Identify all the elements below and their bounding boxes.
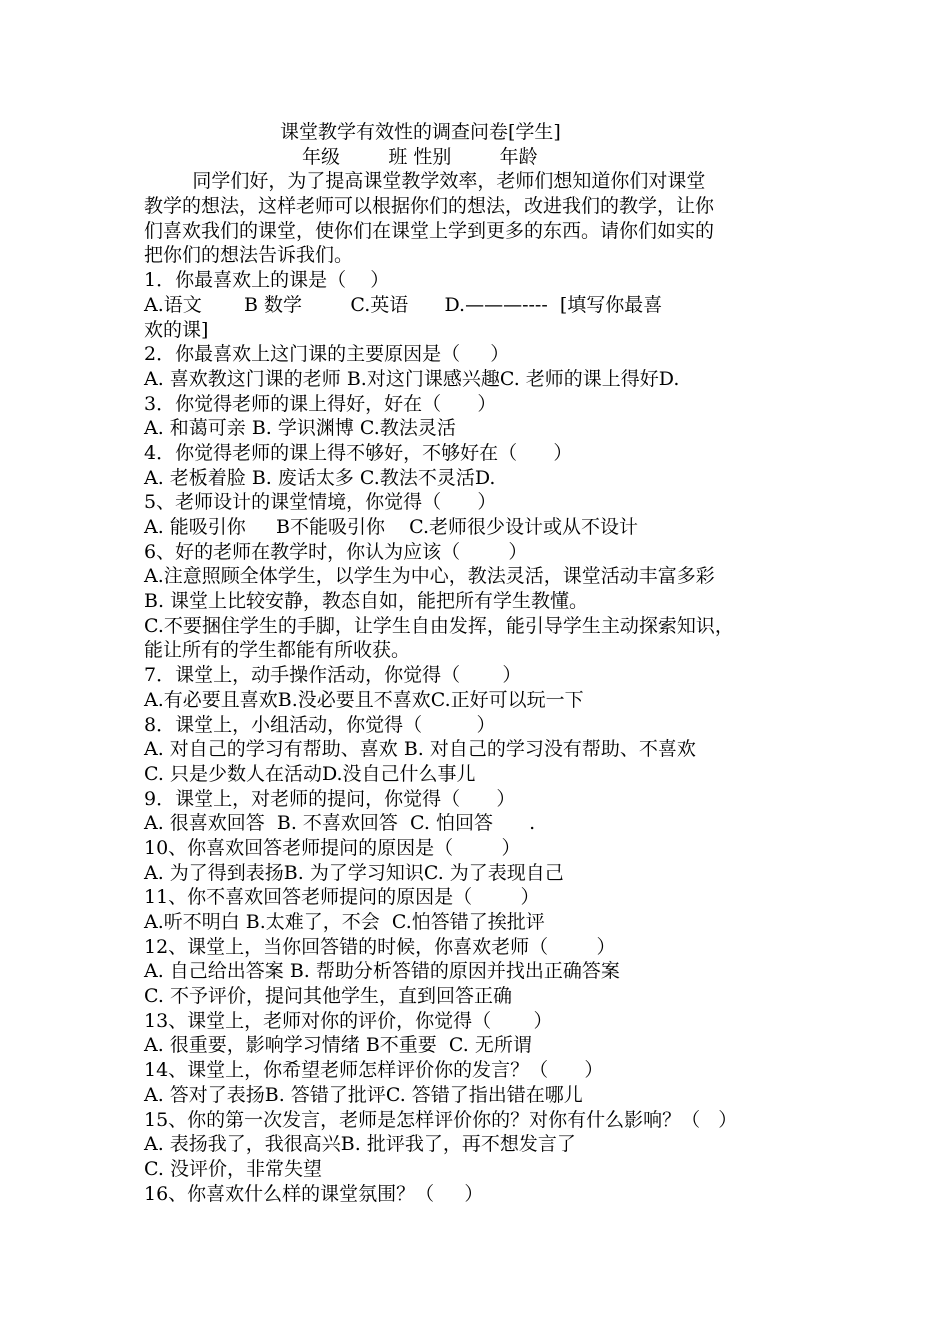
question-15-options: A. 表扬我了，我很高兴B. 批评我了，再不想发言了 <box>144 1133 576 1156</box>
question-7: 7．课堂上，动手操作活动，你觉得（ ） <box>144 664 522 687</box>
question-14: 14、课堂上，你希望老师怎样评价你的发言？（ ） <box>144 1059 604 1082</box>
question-4: 4．你觉得老师的课上得不够好，不够好在（ ） <box>144 441 573 464</box>
question-9-options: A. 很喜欢回答 B. 不喜欢回答 C. 怕回答 . <box>144 812 536 835</box>
question-13: 13、课堂上，老师对你的评价，你觉得（ ） <box>144 1009 553 1032</box>
question-3: 3．你觉得老师的课上得好，好在（ ） <box>144 392 497 415</box>
question-14-options: A. 答对了表扬B. 答错了批评C. 答错了指出错在哪儿 <box>144 1083 583 1106</box>
question-11: 11、你不喜欢回答老师提问的原因是（ ） <box>144 886 540 909</box>
question-6: 6、好的老师在教学时，你认为应该（ ） <box>144 540 528 563</box>
question-7-options: A.有必要且喜欢B.没必要且不喜欢C.正好可以玩一下 <box>144 688 584 711</box>
question-1: 1．你最喜欢上的课是（ ） <box>144 269 390 292</box>
question-13-options: A. 很重要，影响学习情绪 B不重要 C. 无所谓 <box>144 1034 532 1057</box>
intro-line: 教学的想法，这样老师可以根据你们的想法，改进我们的教学，让你 <box>144 195 715 218</box>
question-9: 9．课堂上，对老师的提问，你觉得（ ） <box>144 787 516 810</box>
survey-title: 课堂教学有效性的调查问卷[学生] <box>280 121 561 143</box>
question-15-options-cont: C. 没评价，非常失望 <box>144 1157 322 1180</box>
question-12-options-cont: C. 不予评价，提问其他学生，直到回答正确 <box>144 985 512 1008</box>
intro-paragraph <box>144 169 824 268</box>
question-6-option-b: B. 课堂上比较安静，教态自如，能把所有学生教懂。 <box>144 590 589 613</box>
question-15: 15、你的第一次发言，老师是怎样评价你的？对你有什么影响？（ ） <box>144 1108 738 1131</box>
question-12: 12、课堂上，当你回答错的时候，你喜欢老师（ ） <box>144 935 616 958</box>
intro-line: 同学们好，为了提高课堂教学效率，老师们想知道你们对课堂 <box>144 170 706 193</box>
question-8-options: A. 对自己的学习有帮助、喜欢 B. 对自己的学习没有帮助、不喜欢 <box>144 738 696 761</box>
question-8-options-cont: C. 只是少数人在活动D.没自己什么事儿 <box>144 762 476 785</box>
question-3-options: A. 和蔼可亲 B. 学识渊博 C.教法灵活 <box>144 417 456 440</box>
question-16: 16、你喜欢什么样的课堂氛围？（ ） <box>144 1182 484 1205</box>
student-info-line: 年级 班 性别 年龄 <box>302 145 538 168</box>
question-6-option-c: C.不要捆住学生的手脚，让学生自由发挥，能引导学生主动探索知识， <box>144 614 734 637</box>
question-2-options: A. 喜欢教这门课的老师 B.对这门课感兴趣C. 老师的课上得好D. <box>144 367 680 390</box>
question-2: 2．你最喜欢上这门课的主要原因是（ ） <box>144 343 510 366</box>
question-11-options: A.听不明白 B.太难了，不会 C.怕答错了挨批评 <box>144 911 545 933</box>
question-10: 10、你喜欢回答老师提问的原因是（ ） <box>144 836 521 859</box>
question-5: 5、老师设计的课堂情境，你觉得（ ） <box>144 491 497 514</box>
question-6-option-a: A.注意照顾全体学生，以学生为中心，教法灵活，课堂活动丰富多彩 <box>144 565 715 588</box>
question-10-options: A. 为了得到表扬B. 为了学习知识C. 为了表现自己 <box>144 861 564 884</box>
intro-line: 把你们的想法告诉我们。 <box>144 244 354 267</box>
question-5-options: A. 能吸引你 B不能吸引你 C.老师很少设计或从不设计 <box>144 516 639 538</box>
intro-line: 们喜欢我们的课堂，使你们在课堂上学到更多的东西。请你们如实的 <box>144 219 715 242</box>
question-6-option-c-cont: 能让所有的学生都能有所收获。 <box>144 639 411 662</box>
question-8: 8．课堂上，小组活动，你觉得（ ） <box>144 713 496 736</box>
question-1-options: A.语文 B 数学 C.英语 D.———---- [填写你最喜 <box>144 293 663 316</box>
question-1-options-cont: 欢的课] <box>144 318 209 341</box>
question-12-options: A. 自己给出答案 B. 帮助分析答错的原因并找出正确答案 <box>144 960 620 983</box>
survey-document <box>144 120 824 1206</box>
question-4-options: A. 老板着脸 B. 废话太多 C.教法不灵活D. <box>144 466 496 489</box>
question-list <box>144 268 824 1206</box>
